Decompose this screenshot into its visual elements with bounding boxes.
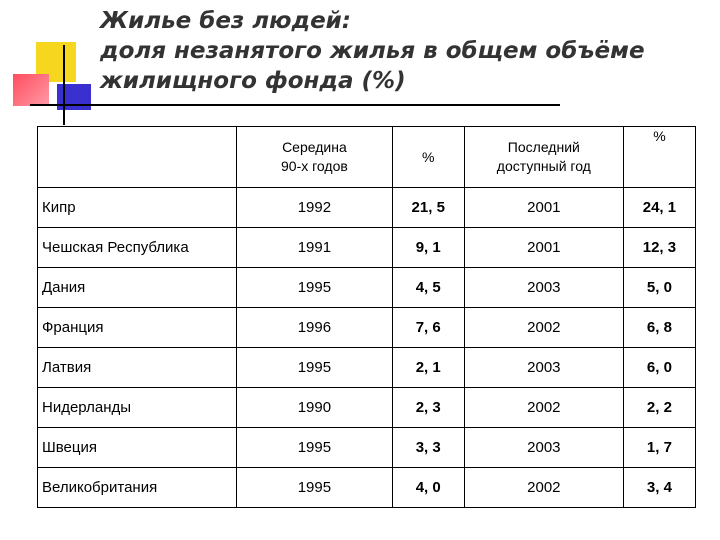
cell-year2: 2003 (464, 268, 623, 308)
table-header-row (38, 127, 696, 188)
cell-pct2: 2, 2 (623, 388, 695, 428)
cell-country: Чешская Республика (38, 228, 237, 268)
table-row (38, 308, 696, 348)
cell-year2: 2002 (464, 308, 623, 348)
cell-pct2: 6, 0 (623, 348, 695, 388)
cell-pct1: 4, 5 (392, 268, 464, 308)
header-pct2: % (623, 127, 695, 188)
cell-pct1: 2, 1 (392, 348, 464, 388)
cell-country: Швеция (38, 428, 237, 468)
header-mid90s-line2: 90-х годов (281, 158, 348, 174)
header-mid90s-line1: Середина (282, 139, 347, 155)
cell-pct1: 9, 1 (392, 228, 464, 268)
cell-country: Великобритания (38, 468, 237, 508)
cell-year2: 2001 (464, 188, 623, 228)
cell-pct2: 3, 4 (623, 468, 695, 508)
cell-country: Кипр (38, 188, 237, 228)
page-title (100, 6, 710, 96)
cell-year1: 1995 (237, 428, 393, 468)
cell-year1: 1992 (237, 188, 393, 228)
cell-pct1: 3, 3 (392, 428, 464, 468)
header-pct1: % (392, 127, 464, 188)
header-latest (464, 127, 623, 188)
cell-country: Дания (38, 268, 237, 308)
decor-red-square (13, 74, 49, 106)
cell-year2: 2001 (464, 228, 623, 268)
cell-country: Нидерланды (38, 388, 237, 428)
table-row (38, 428, 696, 468)
cell-year1: 1996 (237, 308, 393, 348)
header-country (38, 127, 237, 188)
table-row (38, 188, 696, 228)
cell-pct1: 4, 0 (392, 468, 464, 508)
cell-country: Франция (38, 308, 237, 348)
cell-year1: 1990 (237, 388, 393, 428)
table-row (38, 268, 696, 308)
cell-year1: 1991 (237, 228, 393, 268)
vacancy-table (37, 126, 696, 508)
cell-pct2: 24, 1 (623, 188, 695, 228)
title-line-1: Жилье без людей: (100, 8, 351, 34)
cell-year2: 2002 (464, 388, 623, 428)
cell-pct2: 6, 8 (623, 308, 695, 348)
table-row (38, 228, 696, 268)
header-mid90s (237, 127, 393, 188)
cell-year2: 2003 (464, 348, 623, 388)
cell-country: Латвия (38, 348, 237, 388)
decor-horizontal-line (30, 104, 560, 106)
table-row (38, 348, 696, 388)
cell-pct2: 12, 3 (623, 228, 695, 268)
table-row (38, 388, 696, 428)
cell-pct2: 5, 0 (623, 268, 695, 308)
cell-pct1: 7, 6 (392, 308, 464, 348)
cell-year2: 2003 (464, 428, 623, 468)
cell-pct1: 21, 5 (392, 188, 464, 228)
header-latest-line1: Последний (507, 139, 580, 155)
cell-year1: 1995 (237, 268, 393, 308)
table-row (38, 468, 696, 508)
cell-year2: 2002 (464, 468, 623, 508)
cell-pct1: 2, 3 (392, 388, 464, 428)
header-latest-line2: доступный год (496, 158, 591, 174)
decor-vertical-line (63, 45, 65, 125)
title-line-3: жилищного фонда (%) (100, 68, 406, 94)
cell-year1: 1995 (237, 348, 393, 388)
title-line-2: доля незанятого жилья в общем объёме (100, 38, 645, 64)
cell-pct2: 1, 7 (623, 428, 695, 468)
cell-year1: 1995 (237, 468, 393, 508)
